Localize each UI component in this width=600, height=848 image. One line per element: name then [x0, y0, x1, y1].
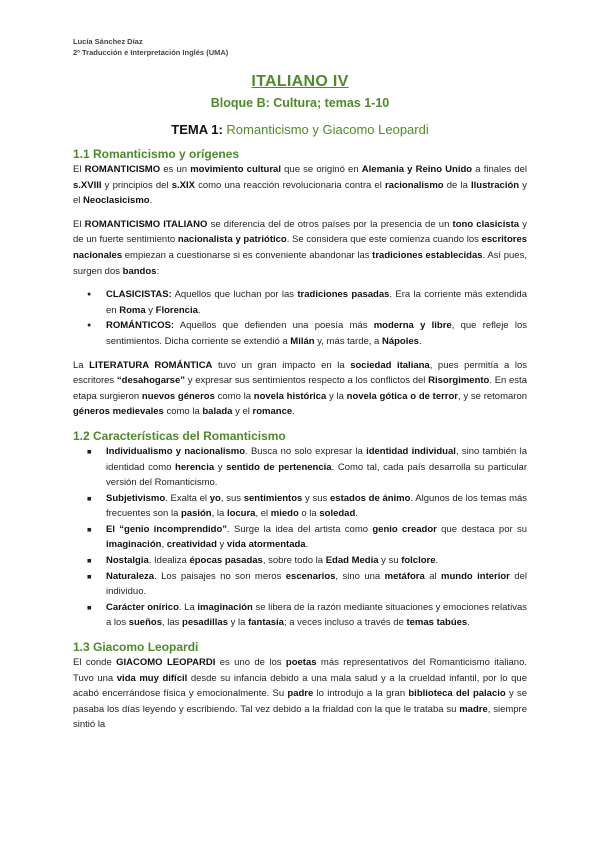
- text: .: [197, 304, 201, 316]
- text: es un: [160, 164, 191, 175]
- bold-text: s.XVIII: [73, 179, 102, 191]
- list-item: [73, 569, 527, 600]
- text: y el: [73, 179, 527, 207]
- bold-text: Individualismo y nacionalismo: [106, 445, 246, 457]
- text: y expresar sus sentimientos respecto a los conflictos del: [185, 375, 429, 387]
- bold-text: Nostalgia: [106, 555, 149, 567]
- course-name: 2º Traducción e Interpretación Inglés (UMA): [73, 48, 229, 57]
- tema-label: TEMA 1:: [171, 122, 223, 137]
- bold-text: mundo interior: [441, 570, 510, 582]
- bold-text: LITERATURA ROMÁNTICA: [89, 359, 213, 371]
- text: tuvo un gran impacto en la: [212, 359, 351, 371]
- bold-text: Alemania y Reino Unido: [361, 164, 473, 175]
- text: empiezan a cuestionarse si es conveniente abandonar las: [122, 249, 373, 261]
- tema-heading: [0, 122, 600, 137]
- text: , sobre todo la: [262, 555, 326, 567]
- bold-text: nacionalista y patriótico: [177, 234, 287, 246]
- bold-text: identidad individual: [366, 445, 456, 457]
- text: Aquellos que luchan por las: [171, 289, 298, 301]
- document-body: [73, 146, 527, 741]
- bold-text: sociedad italiana: [350, 359, 430, 371]
- text: y: [145, 304, 156, 316]
- text: . Se considera que este comienza cuando los: [286, 234, 482, 246]
- list-item: [73, 318, 527, 349]
- section-heading-1-2: 1.2 Características del Romanticismo: [73, 428, 286, 443]
- text: y de un fuerte sentimiento: [73, 218, 528, 246]
- text: se libera de la razón mediante situaciones y emociones relativas a los: [106, 601, 527, 629]
- bandos-list: [73, 287, 527, 349]
- paragraph: [73, 217, 527, 279]
- text: como la: [214, 390, 254, 402]
- list-item: [73, 600, 527, 631]
- bold-text: El “genio incomprendido”: [106, 523, 228, 535]
- bold-text: sueños: [128, 617, 162, 629]
- paragraph: [73, 162, 527, 209]
- text: . Algunos de los temas más frecuentes son la: [106, 492, 528, 520]
- text: y: [214, 461, 227, 473]
- list-item: [73, 444, 527, 491]
- text: y su: [378, 555, 402, 567]
- paragraph: [73, 358, 527, 420]
- text: o la: [298, 508, 320, 520]
- text: .: [435, 555, 439, 567]
- text: y principios del: [101, 179, 172, 191]
- text: que destaca por su: [436, 523, 527, 535]
- text: , las: [161, 617, 183, 629]
- author-name: Lucía Sánchez Díaz: [73, 37, 143, 46]
- bold-text: movimiento cultural: [190, 164, 281, 175]
- text: , sino una: [335, 570, 385, 582]
- text: .: [149, 195, 153, 207]
- text: al: [424, 570, 442, 582]
- section-heading-1-1: 1.1 Romanticismo y orígenes: [73, 147, 240, 161]
- bold-text: genio creador: [372, 523, 437, 535]
- list-item: [73, 522, 527, 553]
- text: , pues permitía a los escritores: [73, 359, 528, 387]
- bold-text: pasión: [181, 508, 212, 520]
- characteristics-list: [73, 444, 527, 631]
- text: .: [292, 406, 295, 418]
- bold-text: Roma: [119, 304, 146, 316]
- bold-text: vida muy difícil: [116, 672, 188, 684]
- text: Aquellos que defienden una poesía más: [174, 320, 374, 332]
- text: , sino también la identidad como: [106, 445, 527, 473]
- bold-text: Ilustración: [471, 179, 520, 191]
- bold-text: fantasía: [248, 617, 284, 629]
- document-subtitle: Bloque B: Cultura; temas 1-10: [210, 96, 390, 110]
- text: del individuo.: [106, 570, 527, 598]
- text: La: [73, 359, 90, 371]
- bold-text: pesadillas: [182, 617, 228, 629]
- text: de la: [443, 179, 472, 191]
- bold-text: padre: [287, 688, 314, 700]
- bold-text: tradiciones establecidas: [372, 249, 483, 261]
- bold-text: “desahogarse”: [116, 375, 186, 387]
- bold-text: herencia: [175, 461, 215, 473]
- bold-text: Edad Media: [325, 555, 379, 567]
- text: , que refleje los sentimientos. Dicha corriente se extendió a: [106, 320, 527, 347]
- section-heading-1-3: 1.3 Giacomo Leopardi: [73, 640, 199, 655]
- text: y, más tarde, a: [314, 335, 382, 347]
- bold-text: Subjetivismo: [106, 492, 166, 504]
- paragraph: [73, 655, 527, 733]
- bold-text: soledad: [319, 508, 356, 520]
- text: , la: [211, 508, 227, 520]
- bold-text: madre: [459, 703, 488, 715]
- bold-text: escenarios: [285, 570, 336, 582]
- bold-text: GIACOMO LEOPARDI: [116, 657, 216, 669]
- text: y se pasaba los días leyendo y escribiendo. Tal vez debido a la frialdad con la que le trataba su: [73, 688, 528, 715]
- bold-text: moderna y libre: [373, 320, 452, 332]
- bold-text: Milán: [290, 335, 315, 347]
- text: que se originó en: [280, 164, 362, 175]
- text: y la: [228, 617, 249, 629]
- text: y sus: [302, 492, 331, 504]
- bold-text: biblioteca del palacio: [408, 688, 506, 700]
- text: .: [418, 335, 422, 347]
- text: . Era la corriente más extendida en: [106, 289, 527, 316]
- bold-text: folclore: [401, 555, 436, 567]
- text: El: [73, 218, 85, 230]
- text: El: [73, 164, 85, 175]
- text: .: [467, 617, 470, 629]
- bold-text: s.XIX: [171, 179, 195, 191]
- bold-text: yo: [209, 492, 221, 504]
- text: , el: [255, 508, 271, 520]
- text: se diferencia del de otros países por la presencia de un: [207, 218, 453, 230]
- list-item: [73, 491, 527, 522]
- bold-text: romance: [252, 406, 293, 418]
- bold-text: Carácter onírico: [106, 601, 179, 613]
- text: es uno de los: [215, 657, 286, 669]
- bold-text: sentido de pertenencia: [226, 461, 332, 473]
- text: y la: [326, 390, 347, 402]
- text: . En esta etapa surgieron: [73, 375, 527, 402]
- text: . Así pues, surgen dos: [73, 249, 527, 277]
- bold-text: sentimientos: [243, 492, 303, 504]
- bold-text: Nápoles: [381, 335, 419, 347]
- bold-text: ROMANTICISMO: [84, 164, 161, 175]
- bold-text: imaginación: [106, 539, 162, 551]
- bold-text: novela gótica o de terror: [346, 390, 459, 402]
- bold-text: metáfora: [384, 570, 425, 582]
- bold-text: imaginación: [197, 601, 253, 613]
- bold-text: tradiciones pasadas: [297, 289, 390, 301]
- text: , y se retomaron: [458, 390, 528, 402]
- text: .: [305, 539, 309, 551]
- bold-text: balada: [202, 406, 233, 418]
- text: como una reacción revolucionaria contra el: [194, 179, 385, 191]
- page-header: [73, 36, 228, 58]
- text: . Busca no solo expresar la: [245, 445, 367, 457]
- text: como la: [163, 406, 203, 418]
- text: ,: [161, 539, 167, 551]
- bold-text: géneros medievales: [73, 406, 164, 418]
- bold-text: vida atormentada: [226, 539, 306, 551]
- text: más representativos del Romanticismo italiano. Tuvo una: [73, 657, 527, 684]
- bold-text: escritores nacionales: [73, 234, 528, 261]
- text: y el: [232, 406, 253, 418]
- bold-text: creatividad: [166, 539, 217, 551]
- bold-text: estados de ánimo: [330, 492, 411, 504]
- text: . Idealiza: [148, 555, 190, 567]
- bold-text: CLASICISTAS:: [106, 289, 172, 301]
- text: desde su infancia debido a una mala salud y a la crueldad infantil, por lo que acabó encerrándose física y emocionalmente. Su: [73, 672, 527, 700]
- text: . Como tal, cada país desarrolla su particular versión del Romanticismo.: [106, 461, 527, 489]
- bold-text: tono clasicista: [452, 218, 520, 230]
- text: .: [355, 508, 358, 520]
- bold-text: miedo: [270, 508, 299, 520]
- text: :: [156, 265, 160, 277]
- bold-text: locura: [226, 508, 256, 520]
- text: . Los paisajes no son meros: [154, 570, 286, 582]
- list-item: [73, 553, 527, 569]
- text: . Exalta el: [165, 492, 210, 504]
- bold-text: poetas: [285, 657, 317, 669]
- bold-text: racionalismo: [384, 179, 444, 191]
- document-title: ITALIANO IV: [251, 73, 349, 90]
- bold-text: nuevos géneros: [141, 390, 215, 402]
- text: . Surge la idea del artista como: [227, 523, 373, 535]
- text: a finales del: [472, 164, 528, 175]
- bold-text: Neoclasicismo: [83, 195, 150, 207]
- bold-text: novela histórica: [253, 390, 327, 402]
- text: , siempre sintió la: [73, 703, 527, 731]
- bold-text: ROMÁNTICOS:: [106, 320, 175, 332]
- bold-text: Naturaleza: [106, 570, 155, 582]
- text: lo introdujo a la gran: [313, 688, 409, 700]
- tema-name: Romanticismo y Giacomo Leopardi: [226, 122, 429, 137]
- bold-text: temas tabúes: [406, 617, 468, 629]
- text: y: [216, 539, 227, 551]
- text: ; a veces incluso a través de: [283, 617, 407, 629]
- bold-text: Florencia: [155, 304, 198, 316]
- text: El conde: [73, 657, 117, 669]
- text: , sus: [220, 492, 244, 504]
- text: . La: [178, 601, 198, 613]
- list-item: [73, 287, 527, 318]
- bold-text: épocas pasadas: [189, 555, 263, 567]
- bold-text: Risorgimento: [428, 375, 490, 387]
- bold-text: ROMANTICISMO ITALIANO: [84, 218, 208, 230]
- bold-text: bandos: [122, 265, 157, 277]
